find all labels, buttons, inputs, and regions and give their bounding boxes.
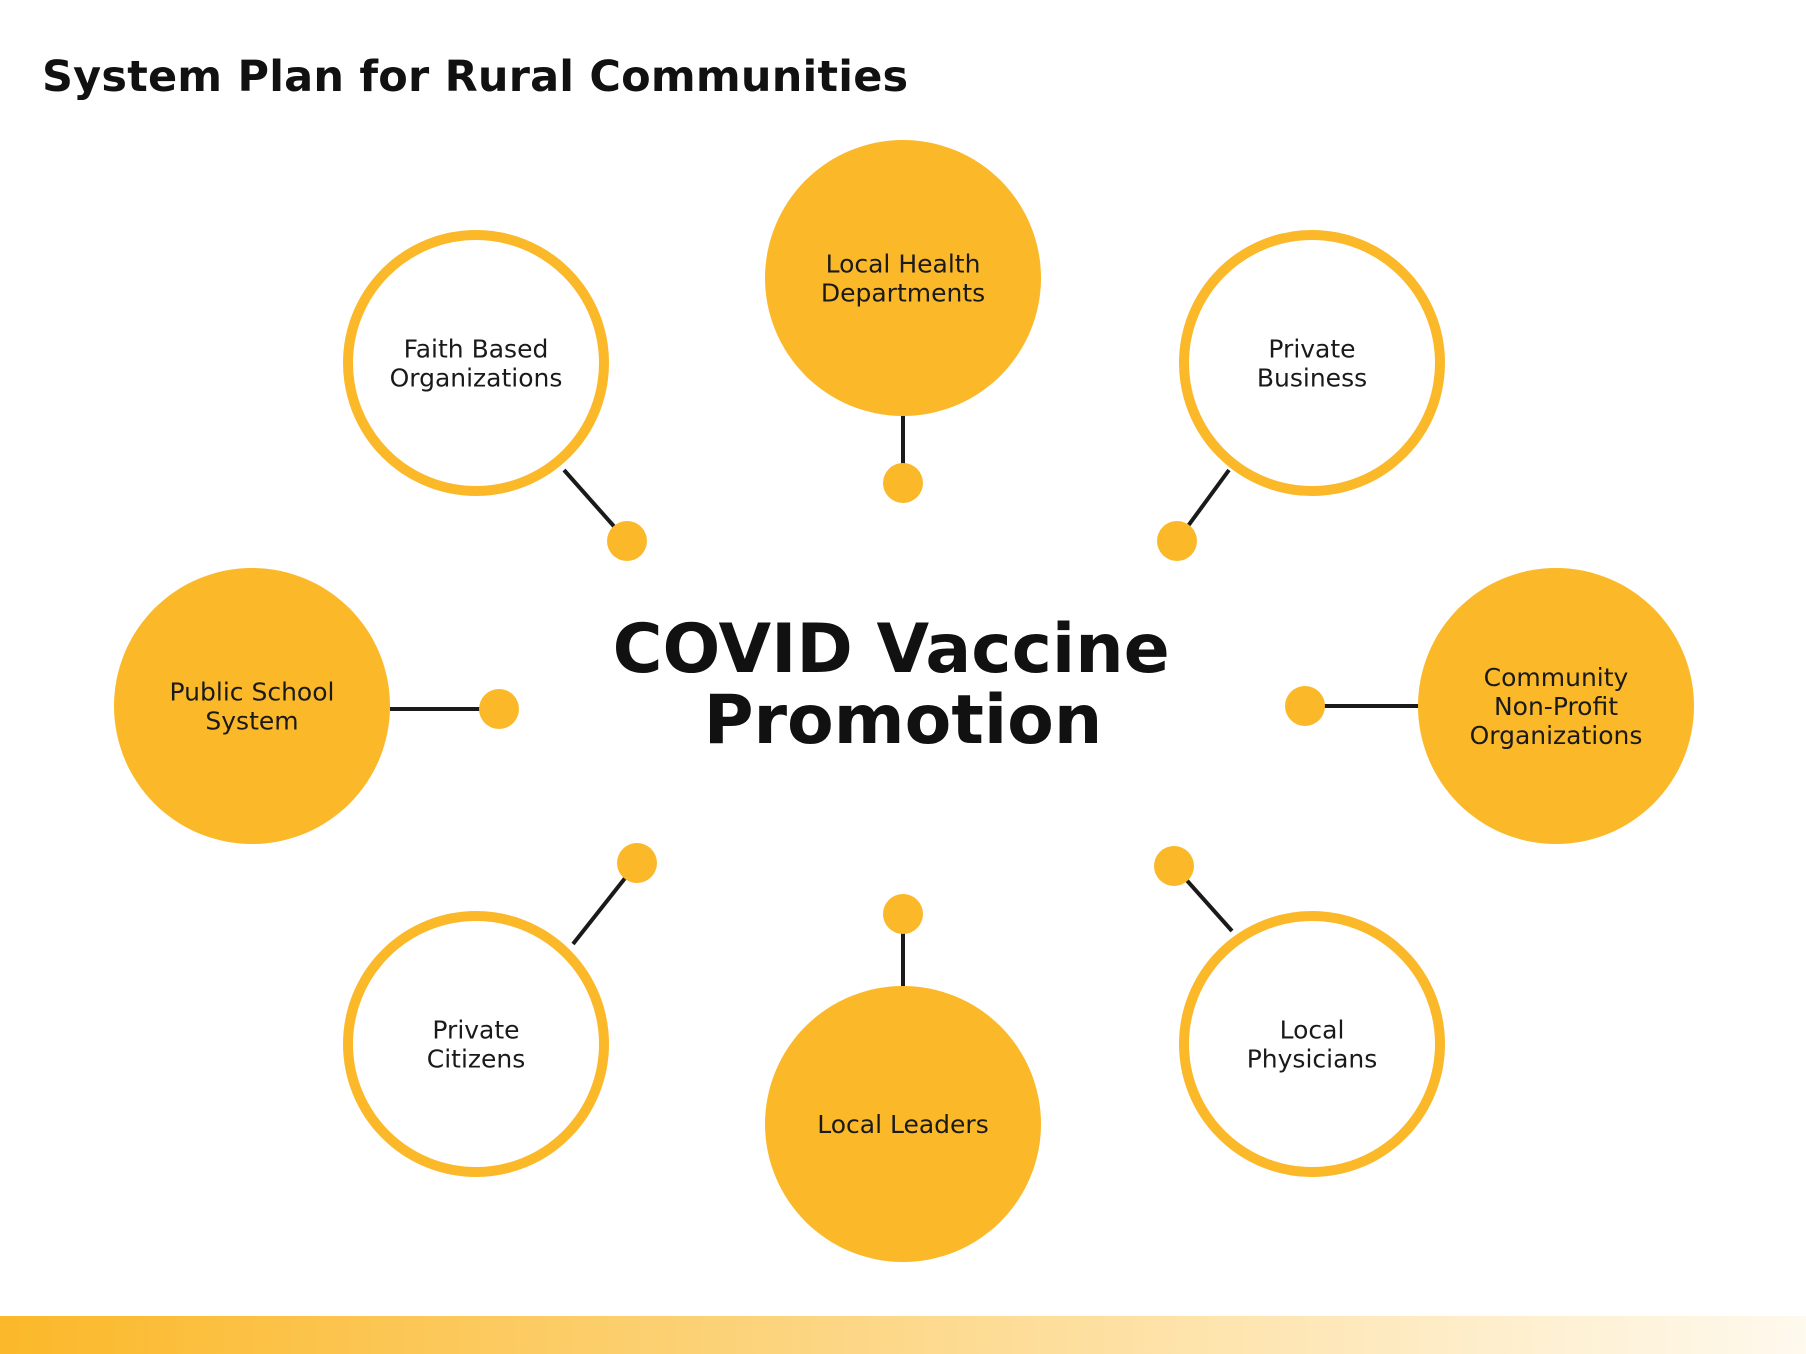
connector-dot-private-business xyxy=(1157,521,1197,561)
node-label-line: Faith Based xyxy=(403,334,549,364)
node-label xyxy=(390,335,563,393)
node-local-leaders xyxy=(765,986,1041,1262)
node-label-line: Departments xyxy=(820,278,986,308)
node-label-line: System xyxy=(205,706,299,736)
node-label xyxy=(427,1016,526,1074)
node-local-health-departments xyxy=(765,140,1041,416)
node-label-line: Private xyxy=(432,1015,520,1045)
center-title xyxy=(613,610,1194,760)
node-label-line: Business xyxy=(1256,363,1368,393)
node-private-business xyxy=(1184,235,1440,491)
node-private-citizens xyxy=(348,916,604,1172)
node-public-school-system xyxy=(114,568,390,844)
node-label-line: Citizens xyxy=(426,1044,526,1074)
node-faith-based-organizations xyxy=(348,235,604,491)
connector-dot-community-non-profit-organizations xyxy=(1285,686,1325,726)
node-label-line: Community xyxy=(1483,663,1629,692)
connector-dot-local-physicians xyxy=(1154,846,1194,886)
node-label xyxy=(817,1110,988,1139)
slide-title: System Plan for Rural Communities xyxy=(42,52,909,102)
connector-dot-private-citizens xyxy=(617,843,657,883)
bottom-accent-bar xyxy=(0,1316,1806,1354)
node-label xyxy=(1257,335,1367,393)
node-label-line: Organizations xyxy=(389,363,563,393)
node-label-line: Private xyxy=(1268,334,1356,364)
center-title-line: COVID Vaccine xyxy=(612,610,1170,689)
node-label-line: Non-Profit xyxy=(1493,692,1619,721)
node-label xyxy=(1470,663,1643,750)
center-title-line: Promotion xyxy=(703,681,1103,760)
connector-dot-local-leaders xyxy=(883,894,923,934)
connector-dot-local-health-departments xyxy=(883,463,923,503)
node-label-line: Local Leaders xyxy=(817,1110,989,1139)
node-label-line: Public School xyxy=(169,677,335,707)
node-community-non-profit-organizations xyxy=(1418,568,1694,844)
connector-dot-faith-based-organizations xyxy=(607,521,647,561)
node-label xyxy=(821,250,985,308)
connector-dot-public-school-system xyxy=(479,689,519,729)
node-label-line: Local xyxy=(1279,1015,1345,1045)
node-label-line: Physicians xyxy=(1246,1044,1378,1074)
node-label-line: Organizations xyxy=(1469,721,1643,750)
node-label-line: Local Health xyxy=(825,249,981,279)
node-local-physicians xyxy=(1184,916,1440,1172)
